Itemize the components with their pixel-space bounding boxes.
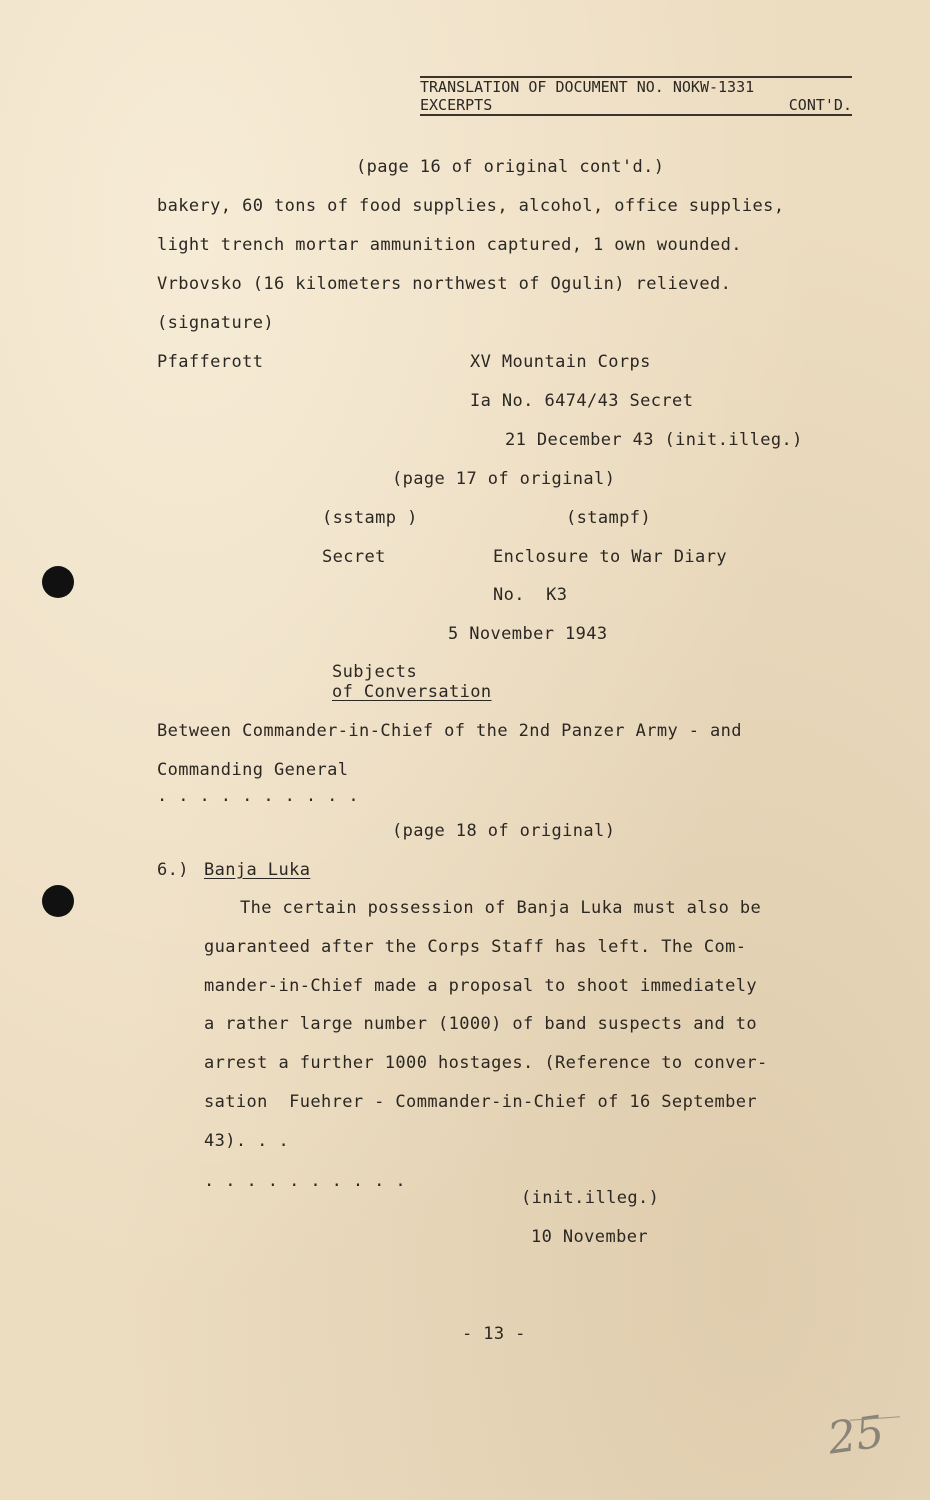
date-initials: 21 December 43 (init.illeg.) (505, 430, 803, 450)
signature-note: (signature) (157, 313, 274, 333)
page-16-note: (page 16 of original cont'd.) (356, 157, 665, 177)
punch-hole-top (42, 566, 74, 598)
document-header (420, 76, 852, 116)
secret-label: Secret (322, 547, 386, 567)
war-diary-number: No. K3 (493, 585, 568, 605)
ellipsis-row-2: . . . . . . . . . . (204, 1171, 407, 1191)
between-line: Between Commander-in-Chief of the 2nd Panzer Army - and (157, 721, 742, 741)
subjects-heading-1: Subjects (332, 662, 418, 682)
paragraph-line-5: arrest a further 1000 hostages. (Reference to conver- (204, 1053, 768, 1073)
page-number: - 13 - (462, 1324, 526, 1344)
text-line-3: Vrbovsko (16 kilometers northwest of Ogulin) relieved. (157, 274, 732, 294)
paragraph-line-7: 43). . . (204, 1131, 290, 1151)
page-18-note: (page 18 of original) (392, 821, 616, 841)
conversation-date: 5 November 1943 (448, 624, 608, 644)
stamp-right: (stampf) (566, 508, 652, 528)
text-line-2: light trench mortar ammunition captured, 1 own wounded. (157, 235, 742, 255)
paragraph-line-1: The certain possession of Banja Luka must also be (240, 898, 762, 918)
signer-name: Pfafferott (157, 352, 264, 372)
handwritten-page-mark: 25 (824, 1406, 888, 1465)
header-contd: CONT'D. (788, 96, 852, 114)
paragraph-line-6: sation Fuehrer - Commander-in-Chief of 16 September (204, 1092, 758, 1112)
item-title: Banja Luka (204, 860, 311, 880)
stamp-left: (sstamp ) (322, 508, 418, 528)
paragraph-line-3: mander-in-Chief made a proposal to shoot immediately (204, 976, 758, 996)
item-number: 6.) (157, 860, 189, 880)
paragraph-line-2: guaranteed after the Corps Staff has left. The Com- (204, 937, 747, 957)
header-title: TRANSLATION OF DOCUMENT NO. NOKW-1331 (420, 78, 755, 96)
subjects-heading-2: of Conversation (332, 682, 492, 702)
enclosure-label: Enclosure to War Diary (493, 547, 727, 567)
ellipsis-row-1: . . . . . . . . . . (157, 786, 360, 806)
closing-initials: (init.illeg.) (521, 1188, 660, 1208)
commanding-general: Commanding General (157, 760, 349, 780)
header-excerpts: EXCERPTS (420, 96, 493, 114)
punch-hole-bottom (42, 885, 74, 917)
text-line-1: bakery, 60 tons of food supplies, alcohol, office supplies, (157, 196, 785, 216)
ia-number: Ia No. 6474/43 Secret (470, 391, 694, 411)
paragraph-line-4: a rather large number (1000) of band suspects and to (204, 1014, 758, 1034)
corps-name: XV Mountain Corps (470, 352, 651, 372)
closing-date: 10 November (531, 1227, 648, 1247)
page-17-note: (page 17 of original) (392, 469, 616, 489)
